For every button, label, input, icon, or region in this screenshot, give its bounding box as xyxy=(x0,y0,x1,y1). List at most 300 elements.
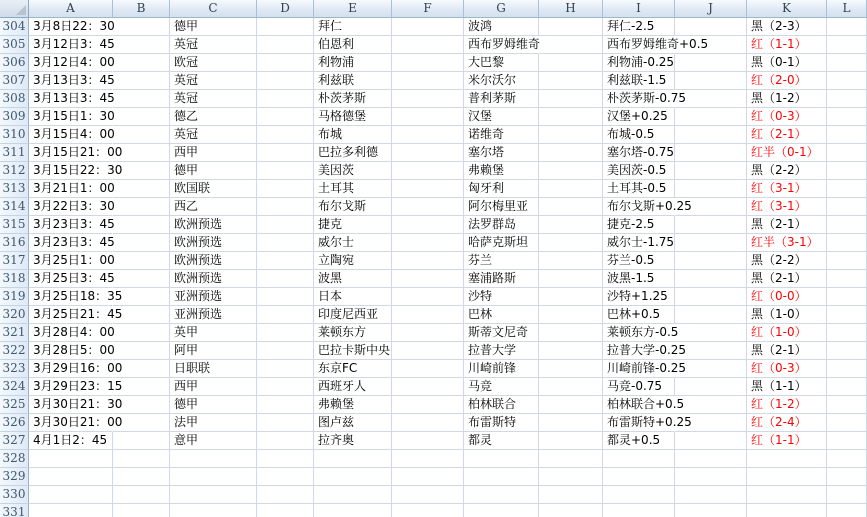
cell-E306[interactable]: 利物浦 xyxy=(314,54,392,72)
cell-K321[interactable]: 红（1-0） xyxy=(747,324,827,342)
row-header-310[interactable]: 310 xyxy=(0,126,29,144)
cell-D316[interactable] xyxy=(257,234,314,252)
cell-D329[interactable] xyxy=(257,468,314,486)
cell-H319[interactable] xyxy=(539,288,603,306)
column-header-B[interactable]: B xyxy=(113,0,170,17)
cell-A318[interactable]: 3月25日3：45 xyxy=(29,270,113,288)
cell-C314[interactable]: 西乙 xyxy=(170,198,257,216)
row-header-311[interactable]: 311 xyxy=(0,144,29,162)
cell-K318[interactable]: 黑（2-1） xyxy=(747,270,827,288)
cell-A305[interactable]: 3月12日3：45 xyxy=(29,36,113,54)
cell-I320[interactable]: 巴林+0.5 xyxy=(603,306,675,324)
cell-D306[interactable] xyxy=(257,54,314,72)
cell-I314[interactable]: 布尔戈斯+0.25 xyxy=(603,198,675,216)
cell-J304[interactable] xyxy=(675,18,747,36)
row-header-320[interactable]: 320 xyxy=(0,306,29,324)
cell-A317[interactable]: 3月25日1：00 xyxy=(29,252,113,270)
row-header-313[interactable]: 313 xyxy=(0,180,29,198)
cell-C318[interactable]: 欧洲预选 xyxy=(170,270,257,288)
cell-D330[interactable] xyxy=(257,486,314,504)
cell-C317[interactable]: 欧洲预选 xyxy=(170,252,257,270)
cell-B321[interactable] xyxy=(113,324,170,342)
cell-B330[interactable] xyxy=(113,486,170,504)
cell-E308[interactable]: 朴茨茅斯 xyxy=(314,90,392,108)
cell-D305[interactable] xyxy=(257,36,314,54)
cell-E321[interactable]: 莱顿东方 xyxy=(314,324,392,342)
cell-A329[interactable] xyxy=(29,468,113,486)
cell-C331[interactable] xyxy=(170,504,257,517)
column-header-A[interactable]: A xyxy=(29,0,113,17)
row-header-318[interactable]: 318 xyxy=(0,270,29,288)
cell-H318[interactable] xyxy=(539,270,603,288)
cell-L324[interactable] xyxy=(827,378,867,396)
cell-E329[interactable] xyxy=(314,468,392,486)
cell-C306[interactable]: 欧冠 xyxy=(170,54,257,72)
cell-K311[interactable]: 红半（0-1） xyxy=(747,144,827,162)
cell-H304[interactable] xyxy=(539,18,603,36)
cell-H311[interactable] xyxy=(539,144,603,162)
row-header-329[interactable]: 329 xyxy=(0,468,29,486)
cell-L328[interactable] xyxy=(827,450,867,468)
cell-H322[interactable] xyxy=(539,342,603,360)
cell-I319[interactable]: 沙特+1.25 xyxy=(603,288,675,306)
row-header-331[interactable]: 331 xyxy=(0,504,29,517)
cell-J318[interactable] xyxy=(675,270,747,288)
cell-I327[interactable]: 都灵+0.5 xyxy=(603,432,675,450)
row-header-321[interactable]: 321 xyxy=(0,324,29,342)
cell-I321[interactable]: 莱顿东方-0.5 xyxy=(603,324,675,342)
cell-F322[interactable] xyxy=(392,342,464,360)
cell-L316[interactable] xyxy=(827,234,867,252)
column-header-I[interactable]: I xyxy=(603,0,675,17)
cell-K306[interactable]: 黑（0-1） xyxy=(747,54,827,72)
cell-D308[interactable] xyxy=(257,90,314,108)
cell-F325[interactable] xyxy=(392,396,464,414)
cell-J329[interactable] xyxy=(675,468,747,486)
cell-D326[interactable] xyxy=(257,414,314,432)
cell-B327[interactable] xyxy=(113,432,170,450)
cell-E309[interactable]: 马格德堡 xyxy=(314,108,392,126)
cell-C329[interactable] xyxy=(170,468,257,486)
cell-J325[interactable] xyxy=(675,396,747,414)
cell-I331[interactable] xyxy=(603,504,675,517)
cell-A326[interactable]: 3月30日21：00 xyxy=(29,414,113,432)
cell-F324[interactable] xyxy=(392,378,464,396)
cell-L320[interactable] xyxy=(827,306,867,324)
cell-A324[interactable]: 3月29日23：15 xyxy=(29,378,113,396)
cell-B313[interactable] xyxy=(113,180,170,198)
cell-F309[interactable] xyxy=(392,108,464,126)
select-all-corner[interactable] xyxy=(0,0,29,18)
cell-A308[interactable]: 3月13日3：45 xyxy=(29,90,113,108)
cell-B323[interactable] xyxy=(113,360,170,378)
cell-I323[interactable]: 川崎前锋-0.25 xyxy=(603,360,675,378)
cell-B320[interactable] xyxy=(113,306,170,324)
cell-C323[interactable]: 日职联 xyxy=(170,360,257,378)
row-header-323[interactable]: 323 xyxy=(0,360,29,378)
cell-F304[interactable] xyxy=(392,18,464,36)
cell-H316[interactable] xyxy=(539,234,603,252)
cell-K304[interactable]: 黑（2-3） xyxy=(747,18,827,36)
row-header-319[interactable]: 319 xyxy=(0,288,29,306)
cell-A315[interactable]: 3月23日3：45 xyxy=(29,216,113,234)
row-header-330[interactable]: 330 xyxy=(0,486,29,504)
row-header-305[interactable]: 305 xyxy=(0,36,29,54)
cell-J322[interactable] xyxy=(675,342,747,360)
cell-G330[interactable] xyxy=(464,486,539,504)
cell-F323[interactable] xyxy=(392,360,464,378)
cell-A328[interactable] xyxy=(29,450,113,468)
cell-A322[interactable]: 3月28日5：00 xyxy=(29,342,113,360)
cell-G322[interactable]: 拉普大学 xyxy=(464,342,539,360)
column-header-E[interactable]: E xyxy=(314,0,392,17)
cell-A319[interactable]: 3月25日18：35 xyxy=(29,288,113,306)
cell-C312[interactable]: 德甲 xyxy=(170,162,257,180)
cell-E331[interactable] xyxy=(314,504,392,517)
cell-L308[interactable] xyxy=(827,90,867,108)
cell-C324[interactable]: 西甲 xyxy=(170,378,257,396)
cell-I311[interactable]: 塞尔塔-0.75 xyxy=(603,144,675,162)
cell-H314[interactable] xyxy=(539,198,603,216)
cell-L321[interactable] xyxy=(827,324,867,342)
cell-C307[interactable]: 英冠 xyxy=(170,72,257,90)
cell-K331[interactable] xyxy=(747,504,827,517)
cell-E320[interactable]: 印度尼西亚 xyxy=(314,306,392,324)
cell-L315[interactable] xyxy=(827,216,867,234)
cell-F313[interactable] xyxy=(392,180,464,198)
cell-C330[interactable] xyxy=(170,486,257,504)
row-header-304[interactable]: 304 xyxy=(0,18,29,36)
cell-H317[interactable] xyxy=(539,252,603,270)
row-header-325[interactable]: 325 xyxy=(0,396,29,414)
cell-H315[interactable] xyxy=(539,216,603,234)
cell-F331[interactable] xyxy=(392,504,464,517)
cell-G310[interactable]: 诺维奇 xyxy=(464,126,539,144)
row-header-315[interactable]: 315 xyxy=(0,216,29,234)
cell-I329[interactable] xyxy=(603,468,675,486)
cell-E330[interactable] xyxy=(314,486,392,504)
cell-A304[interactable]: 3月8日22：30 xyxy=(29,18,113,36)
cell-C327[interactable]: 意甲 xyxy=(170,432,257,450)
cell-D331[interactable] xyxy=(257,504,314,517)
cell-B318[interactable] xyxy=(113,270,170,288)
cell-D309[interactable] xyxy=(257,108,314,126)
cell-D319[interactable] xyxy=(257,288,314,306)
cell-K327[interactable]: 红（1-1） xyxy=(747,432,827,450)
row-header-307[interactable]: 307 xyxy=(0,72,29,90)
cell-L313[interactable] xyxy=(827,180,867,198)
cell-F316[interactable] xyxy=(392,234,464,252)
cell-J324[interactable] xyxy=(675,378,747,396)
cell-C304[interactable]: 德甲 xyxy=(170,18,257,36)
cell-I328[interactable] xyxy=(603,450,675,468)
cell-I312[interactable]: 美因茨-0.5 xyxy=(603,162,675,180)
cell-G311[interactable]: 塞尔塔 xyxy=(464,144,539,162)
cell-G312[interactable]: 弗赖堡 xyxy=(464,162,539,180)
cell-E305[interactable]: 伯恩利 xyxy=(314,36,392,54)
cell-C328[interactable] xyxy=(170,450,257,468)
cell-K320[interactable]: 黑（1-0） xyxy=(747,306,827,324)
cell-D327[interactable] xyxy=(257,432,314,450)
cell-H325[interactable] xyxy=(539,396,603,414)
cell-G319[interactable]: 沙特 xyxy=(464,288,539,306)
cell-C310[interactable]: 英冠 xyxy=(170,126,257,144)
cell-K319[interactable]: 红（0-0） xyxy=(747,288,827,306)
cell-C321[interactable]: 英甲 xyxy=(170,324,257,342)
cell-A327[interactable]: 4月1日2：45 xyxy=(29,432,113,450)
cell-D304[interactable] xyxy=(257,18,314,36)
cell-A311[interactable]: 3月15日21：00 xyxy=(29,144,113,162)
cell-L314[interactable] xyxy=(827,198,867,216)
cell-L322[interactable] xyxy=(827,342,867,360)
row-header-328[interactable]: 328 xyxy=(0,450,29,468)
cell-A325[interactable]: 3月30日21：30 xyxy=(29,396,113,414)
cell-D315[interactable] xyxy=(257,216,314,234)
cell-K314[interactable]: 红（3-1） xyxy=(747,198,827,216)
column-header-J[interactable]: J xyxy=(675,0,747,17)
cell-I316[interactable]: 威尔士-1.75 xyxy=(603,234,675,252)
cell-E311[interactable]: 巴拉多利德 xyxy=(314,144,392,162)
cell-B308[interactable] xyxy=(113,90,170,108)
cell-A323[interactable]: 3月29日16：00 xyxy=(29,360,113,378)
cell-C309[interactable]: 德乙 xyxy=(170,108,257,126)
cell-H307[interactable] xyxy=(539,72,603,90)
cell-K308[interactable]: 黑（1-2） xyxy=(747,90,827,108)
cell-J315[interactable] xyxy=(675,216,747,234)
cell-H310[interactable] xyxy=(539,126,603,144)
cell-K310[interactable]: 红（2-1） xyxy=(747,126,827,144)
cell-B319[interactable] xyxy=(113,288,170,306)
cell-J328[interactable] xyxy=(675,450,747,468)
cell-H321[interactable] xyxy=(539,324,603,342)
cell-B304[interactable] xyxy=(113,18,170,36)
cell-J327[interactable] xyxy=(675,432,747,450)
cell-I306[interactable]: 利物浦-0.25 xyxy=(603,54,675,72)
cell-E323[interactable]: 东京FC xyxy=(314,360,392,378)
cell-J313[interactable] xyxy=(675,180,747,198)
cell-H327[interactable] xyxy=(539,432,603,450)
cell-D324[interactable] xyxy=(257,378,314,396)
cell-B326[interactable] xyxy=(113,414,170,432)
cell-D312[interactable] xyxy=(257,162,314,180)
cell-G307[interactable]: 米尔沃尔 xyxy=(464,72,539,90)
cell-F321[interactable] xyxy=(392,324,464,342)
cell-K330[interactable] xyxy=(747,486,827,504)
cell-K307[interactable]: 红（2-0） xyxy=(747,72,827,90)
row-header-322[interactable]: 322 xyxy=(0,342,29,360)
cell-H326[interactable] xyxy=(539,414,603,432)
cell-E324[interactable]: 西班牙人 xyxy=(314,378,392,396)
cell-F307[interactable] xyxy=(392,72,464,90)
cell-L309[interactable] xyxy=(827,108,867,126)
cell-H329[interactable] xyxy=(539,468,603,486)
cell-G316[interactable]: 哈萨克斯坦 xyxy=(464,234,539,252)
cell-G329[interactable] xyxy=(464,468,539,486)
cell-G317[interactable]: 芬兰 xyxy=(464,252,539,270)
cell-B329[interactable] xyxy=(113,468,170,486)
cell-K315[interactable]: 黑（2-1） xyxy=(747,216,827,234)
cell-F317[interactable] xyxy=(392,252,464,270)
cell-D323[interactable] xyxy=(257,360,314,378)
cell-J321[interactable] xyxy=(675,324,747,342)
cell-E319[interactable]: 日本 xyxy=(314,288,392,306)
column-header-F[interactable]: F xyxy=(392,0,464,17)
column-header-D[interactable]: D xyxy=(257,0,314,17)
cell-A320[interactable]: 3月25日21：45 xyxy=(29,306,113,324)
cell-J314[interactable] xyxy=(675,198,747,216)
cell-C315[interactable]: 欧洲预选 xyxy=(170,216,257,234)
cell-G308[interactable]: 普利茅斯 xyxy=(464,90,539,108)
cell-L305[interactable] xyxy=(827,36,867,54)
cell-C326[interactable]: 法甲 xyxy=(170,414,257,432)
cell-B324[interactable] xyxy=(113,378,170,396)
cell-A331[interactable] xyxy=(29,504,113,517)
cell-B322[interactable] xyxy=(113,342,170,360)
cell-H308[interactable] xyxy=(539,90,603,108)
cell-F306[interactable] xyxy=(392,54,464,72)
cell-A330[interactable] xyxy=(29,486,113,504)
cell-J317[interactable] xyxy=(675,252,747,270)
cell-L330[interactable] xyxy=(827,486,867,504)
cell-F315[interactable] xyxy=(392,216,464,234)
row-header-327[interactable]: 327 xyxy=(0,432,29,450)
cell-G314[interactable]: 阿尔梅里亚 xyxy=(464,198,539,216)
cell-J310[interactable] xyxy=(675,126,747,144)
column-header-C[interactable]: C xyxy=(170,0,257,17)
cell-L311[interactable] xyxy=(827,144,867,162)
cell-G304[interactable]: 波鸿 xyxy=(464,18,539,36)
cell-L323[interactable] xyxy=(827,360,867,378)
cell-K312[interactable]: 黑（2-2） xyxy=(747,162,827,180)
cell-E316[interactable]: 威尔士 xyxy=(314,234,392,252)
cell-F319[interactable] xyxy=(392,288,464,306)
cell-E328[interactable] xyxy=(314,450,392,468)
cell-G323[interactable]: 川崎前锋 xyxy=(464,360,539,378)
cell-E307[interactable]: 利兹联 xyxy=(314,72,392,90)
cell-H323[interactable] xyxy=(539,360,603,378)
cell-G331[interactable] xyxy=(464,504,539,517)
cell-I315[interactable]: 捷克-2.5 xyxy=(603,216,675,234)
cell-L329[interactable] xyxy=(827,468,867,486)
row-header-312[interactable]: 312 xyxy=(0,162,29,180)
row-header-314[interactable]: 314 xyxy=(0,198,29,216)
cell-D311[interactable] xyxy=(257,144,314,162)
cell-K326[interactable]: 红（2-4） xyxy=(747,414,827,432)
cell-H320[interactable] xyxy=(539,306,603,324)
row-header-317[interactable]: 317 xyxy=(0,252,29,270)
cell-I330[interactable] xyxy=(603,486,675,504)
cell-J309[interactable] xyxy=(675,108,747,126)
cell-J305[interactable] xyxy=(675,36,747,54)
cell-F326[interactable] xyxy=(392,414,464,432)
cell-I317[interactable]: 芬兰-0.5 xyxy=(603,252,675,270)
cell-G327[interactable]: 都灵 xyxy=(464,432,539,450)
cell-J331[interactable] xyxy=(675,504,747,517)
cell-C322[interactable]: 阿甲 xyxy=(170,342,257,360)
cell-E318[interactable]: 波黑 xyxy=(314,270,392,288)
cell-D320[interactable] xyxy=(257,306,314,324)
cell-D314[interactable] xyxy=(257,198,314,216)
cell-E322[interactable]: 巴拉卡斯中央 xyxy=(314,342,392,360)
cell-H309[interactable] xyxy=(539,108,603,126)
cell-I318[interactable]: 波黑-1.5 xyxy=(603,270,675,288)
cell-F305[interactable] xyxy=(392,36,464,54)
cell-K323[interactable]: 红（0-3） xyxy=(747,360,827,378)
cell-J306[interactable] xyxy=(675,54,747,72)
cell-I308[interactable]: 朴茨茅斯-0.75 xyxy=(603,90,675,108)
cell-H312[interactable] xyxy=(539,162,603,180)
cell-G324[interactable]: 马竞 xyxy=(464,378,539,396)
cell-D321[interactable] xyxy=(257,324,314,342)
row-header-316[interactable]: 316 xyxy=(0,234,29,252)
cell-K313[interactable]: 红（3-1） xyxy=(747,180,827,198)
cell-F318[interactable] xyxy=(392,270,464,288)
cell-J308[interactable] xyxy=(675,90,747,108)
cell-L326[interactable] xyxy=(827,414,867,432)
cell-C305[interactable]: 英冠 xyxy=(170,36,257,54)
column-header-G[interactable]: G xyxy=(464,0,539,17)
row-header-306[interactable]: 306 xyxy=(0,54,29,72)
row-header-308[interactable]: 308 xyxy=(0,90,29,108)
cell-D317[interactable] xyxy=(257,252,314,270)
cell-J319[interactable] xyxy=(675,288,747,306)
cell-E327[interactable]: 拉齐奥 xyxy=(314,432,392,450)
cell-B307[interactable] xyxy=(113,72,170,90)
cell-G306[interactable]: 大巴黎 xyxy=(464,54,539,72)
cell-I322[interactable]: 拉普大学-0.25 xyxy=(603,342,675,360)
cell-J307[interactable] xyxy=(675,72,747,90)
cell-L325[interactable] xyxy=(827,396,867,414)
cell-B306[interactable] xyxy=(113,54,170,72)
column-header-K[interactable]: K xyxy=(747,0,827,17)
cell-B325[interactable] xyxy=(113,396,170,414)
cell-E325[interactable]: 弗赖堡 xyxy=(314,396,392,414)
cell-L319[interactable] xyxy=(827,288,867,306)
cell-G315[interactable]: 法罗群岛 xyxy=(464,216,539,234)
cell-B311[interactable] xyxy=(113,144,170,162)
cell-G318[interactable]: 塞浦路斯 xyxy=(464,270,539,288)
cell-B310[interactable] xyxy=(113,126,170,144)
cell-B305[interactable] xyxy=(113,36,170,54)
cell-B312[interactable] xyxy=(113,162,170,180)
cell-F311[interactable] xyxy=(392,144,464,162)
cell-F310[interactable] xyxy=(392,126,464,144)
cell-F329[interactable] xyxy=(392,468,464,486)
cell-K328[interactable] xyxy=(747,450,827,468)
cell-L304[interactable] xyxy=(827,18,867,36)
cell-A314[interactable]: 3月22日3：30 xyxy=(29,198,113,216)
column-header-H[interactable]: H xyxy=(539,0,603,17)
cell-F314[interactable] xyxy=(392,198,464,216)
cell-I324[interactable]: 马竞-0.75 xyxy=(603,378,675,396)
cell-L307[interactable] xyxy=(827,72,867,90)
cell-L306[interactable] xyxy=(827,54,867,72)
cell-K305[interactable]: 红（1-1） xyxy=(747,36,827,54)
cell-H330[interactable] xyxy=(539,486,603,504)
cell-E326[interactable]: 图卢兹 xyxy=(314,414,392,432)
cell-E310[interactable]: 布城 xyxy=(314,126,392,144)
cell-C320[interactable]: 亚洲预选 xyxy=(170,306,257,324)
cell-H305[interactable] xyxy=(539,36,603,54)
cell-D310[interactable] xyxy=(257,126,314,144)
cell-H306[interactable] xyxy=(539,54,603,72)
cell-I325[interactable]: 柏林联合+0.5 xyxy=(603,396,675,414)
cell-K309[interactable]: 红（0-3） xyxy=(747,108,827,126)
cell-J323[interactable] xyxy=(675,360,747,378)
cell-A321[interactable]: 3月28日4：00 xyxy=(29,324,113,342)
cell-K317[interactable]: 黑（2-2） xyxy=(747,252,827,270)
cell-I326[interactable]: 布雷斯特+0.25 xyxy=(603,414,675,432)
